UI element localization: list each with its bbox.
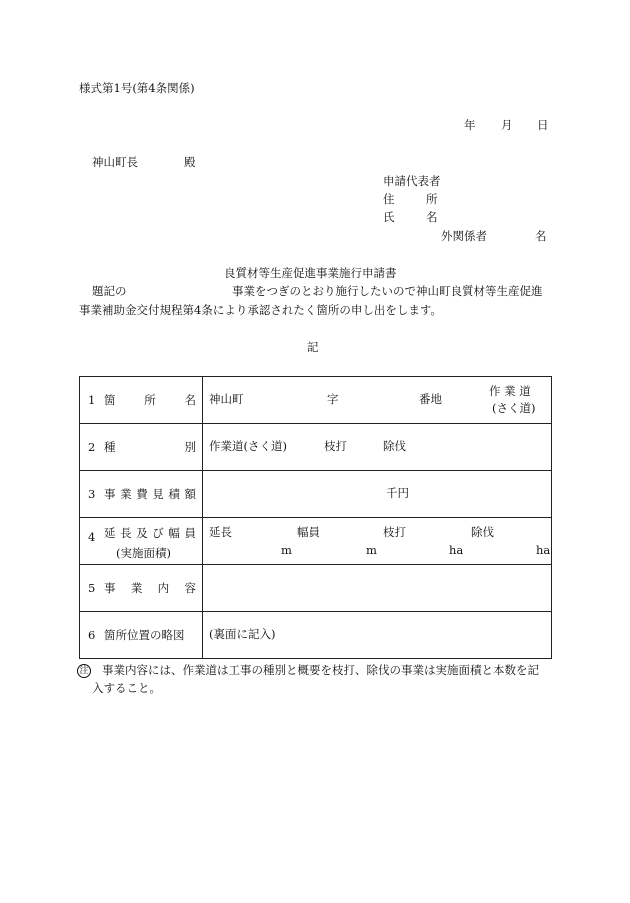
row-label: 事 業 内 容: [104, 581, 196, 595]
label-cell: [80, 377, 203, 424]
row-number: 1: [88, 393, 96, 407]
table-row-content: [80, 565, 552, 612]
option-thinning: 除伐: [383, 439, 406, 453]
row-label: 種 別: [104, 440, 196, 454]
application-table: [79, 376, 552, 659]
note-line2: 入すること。: [92, 681, 161, 695]
table-row-map: [80, 612, 552, 659]
name-label-b: 名: [426, 210, 438, 224]
name-label-a: 氏: [383, 210, 395, 224]
label-cell: [80, 424, 203, 471]
row-number: 6: [88, 628, 96, 642]
label-cell: [80, 612, 203, 659]
town-name: 神山町: [209, 392, 244, 406]
type-line1: 作 業 道: [489, 384, 531, 398]
honorific: 殿: [184, 155, 196, 169]
row-label: 箇 所 名: [104, 393, 196, 407]
value-cell: [203, 424, 552, 471]
row-number: 4: [88, 530, 96, 544]
document-title: 良質材等生産促進事業施行申請書: [224, 266, 397, 280]
row-number: 3: [88, 487, 96, 501]
ki-mark: 記: [307, 340, 319, 354]
row-number: 5: [88, 581, 96, 595]
value-cell: [203, 565, 552, 612]
table-row-category: [80, 424, 552, 471]
map-note: (裏面に記入): [209, 627, 276, 641]
body-line1-end: 事業をつぎのとおり施行したいので神山町良質材等生産促進: [232, 284, 543, 298]
date-day: 日: [537, 118, 549, 132]
label-cell: [80, 518, 203, 565]
value-cell: [203, 471, 552, 518]
date-month: 月: [501, 118, 513, 132]
thinning-label: 除伐: [471, 525, 494, 539]
row-label: 事 業 費 見 積 額: [104, 487, 196, 501]
representative-label: 申請代表者: [383, 174, 441, 188]
label-cell: [80, 565, 203, 612]
cost-unit: 千円: [386, 486, 409, 500]
date-year: 年: [464, 118, 476, 132]
table-row-cost: [80, 471, 552, 518]
address-label-a: 住: [383, 192, 395, 206]
value-cell: [203, 612, 552, 659]
option-work-road: 作業道(さく道): [209, 439, 287, 453]
addressee: 神山町長: [92, 155, 138, 169]
row-label: 箇所位置の略図: [104, 628, 185, 642]
width-label: 幅員: [297, 525, 320, 539]
label-cell: [80, 471, 203, 518]
address-label-b: 所: [426, 192, 438, 206]
others-suffix: 名: [535, 229, 547, 243]
row-label: 延 長 及 び 幅 員 (実施面積): [104, 526, 196, 560]
note-line1: 事業内容には、作業道は工事の種別と概要を枝打、除伐の事業は実施面積と本数を記: [102, 663, 539, 677]
banchi-label: 番地: [419, 392, 442, 406]
type-line2: (さく道): [492, 401, 536, 415]
aza-label: 字: [327, 392, 339, 406]
unit-m-length: m: [281, 543, 292, 557]
option-pruning: 枝打: [324, 439, 347, 453]
row-sublabel: (実施面積): [116, 546, 171, 560]
length-label: 延長: [209, 525, 232, 539]
row-number: 2: [88, 440, 96, 454]
note-mark: 注: [77, 664, 91, 678]
value-cell: [203, 518, 552, 565]
body-line2: 事業補助金交付規程第4条により承認されたく箇所の申し出をします。: [79, 303, 442, 317]
table-row-location: [80, 377, 552, 424]
others-label: 外関係者: [441, 229, 487, 243]
form-number: 様式第1号(第4条関係): [79, 81, 195, 95]
table-row-dimensions: [80, 518, 552, 565]
body-line1-start: 題記の: [92, 284, 127, 298]
unit-m-width: m: [366, 543, 377, 557]
unit-ha-pruning: ha: [449, 543, 464, 557]
pruning-label: 枝打: [383, 525, 406, 539]
unit-ha-thinning: ha: [536, 543, 551, 557]
value-cell: [203, 377, 552, 424]
